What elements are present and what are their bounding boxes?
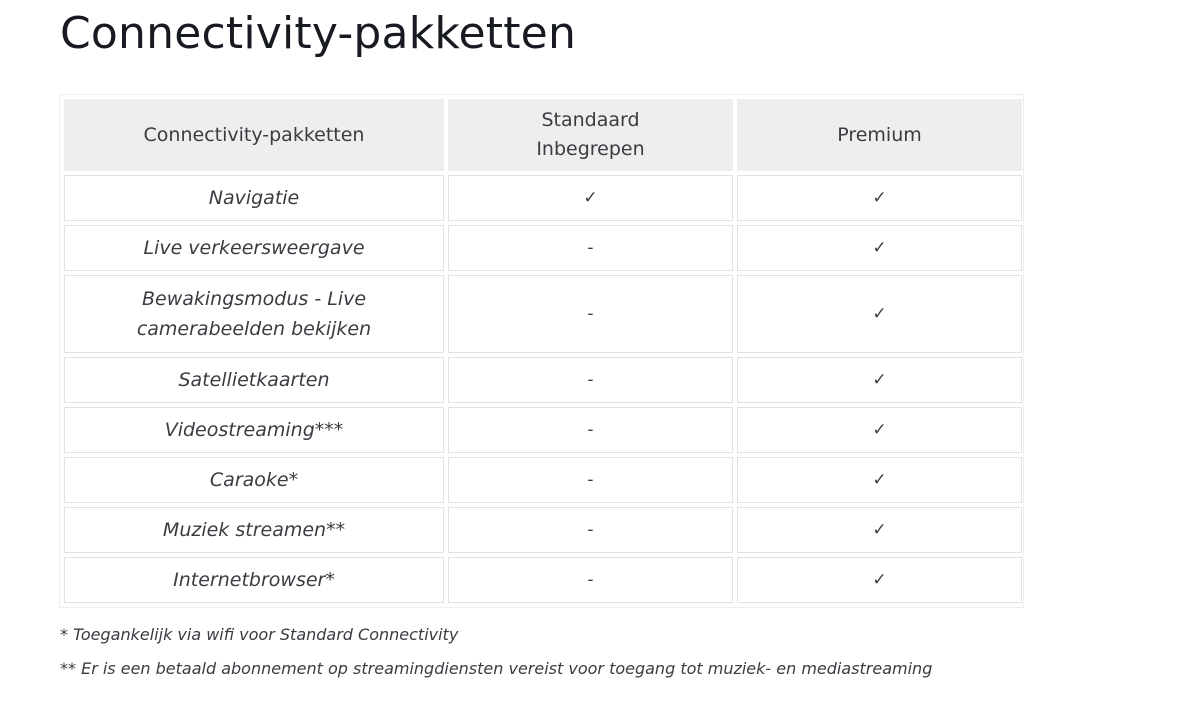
premium-cell: ✓ bbox=[737, 357, 1022, 403]
feature-cell bbox=[64, 275, 444, 353]
standard-cell: - bbox=[448, 357, 733, 403]
comparison-table-container bbox=[59, 94, 1024, 608]
standard-cell: - bbox=[448, 507, 733, 553]
premium-cell: ✓ bbox=[737, 225, 1022, 271]
feature-cell: Satellietkaarten bbox=[64, 357, 444, 403]
page-title: Connectivity-pakketten bbox=[60, 8, 577, 59]
premium-cell: ✓ bbox=[737, 275, 1022, 353]
feature-cell: Videostreaming*** bbox=[64, 407, 444, 453]
table-row bbox=[64, 407, 1022, 453]
premium-cell: ✓ bbox=[737, 175, 1022, 221]
table-row bbox=[64, 175, 1022, 221]
table-row bbox=[64, 357, 1022, 403]
feature-cell-text: Bewakingsmodus - Live camerabeelden bekijken bbox=[136, 288, 372, 340]
footnote-wifi: * Toegankelijk via wifi voor Standard Connectivity bbox=[60, 625, 459, 644]
feature-cell: Live verkeersweergave bbox=[64, 225, 444, 271]
standard-cell: - bbox=[448, 407, 733, 453]
standard-cell: ✓ bbox=[448, 175, 733, 221]
comparison-table bbox=[60, 95, 1026, 607]
premium-cell: ✓ bbox=[737, 507, 1022, 553]
standard-cell: - bbox=[448, 225, 733, 271]
standard-cell: - bbox=[448, 275, 733, 353]
table-row bbox=[64, 225, 1022, 271]
table-row bbox=[64, 557, 1022, 603]
column-header-standard bbox=[448, 99, 733, 171]
footnote-streaming-subscription: ** Er is een betaald abonnement op streamingdiensten vereist voor toegang tot muziek- en mediastreaming bbox=[60, 659, 933, 678]
feature-cell: Muziek streamen** bbox=[64, 507, 444, 553]
premium-cell: ✓ bbox=[737, 407, 1022, 453]
table-row bbox=[64, 275, 1022, 353]
table-row bbox=[64, 457, 1022, 503]
column-header-package: Connectivity-pakketten bbox=[64, 99, 444, 171]
footnotes bbox=[60, 624, 932, 692]
premium-cell: ✓ bbox=[737, 557, 1022, 603]
table-header-row bbox=[64, 99, 1022, 171]
table-row bbox=[64, 507, 1022, 553]
feature-cell: Internetbrowser* bbox=[64, 557, 444, 603]
premium-cell: ✓ bbox=[737, 457, 1022, 503]
standard-cell: - bbox=[448, 457, 733, 503]
column-header-standard-label: Standaard Inbegrepen bbox=[536, 109, 645, 160]
feature-cell: Caraoke* bbox=[64, 457, 444, 503]
feature-cell: Navigatie bbox=[64, 175, 444, 221]
standard-cell: - bbox=[448, 557, 733, 603]
column-header-premium: Premium bbox=[737, 99, 1022, 171]
